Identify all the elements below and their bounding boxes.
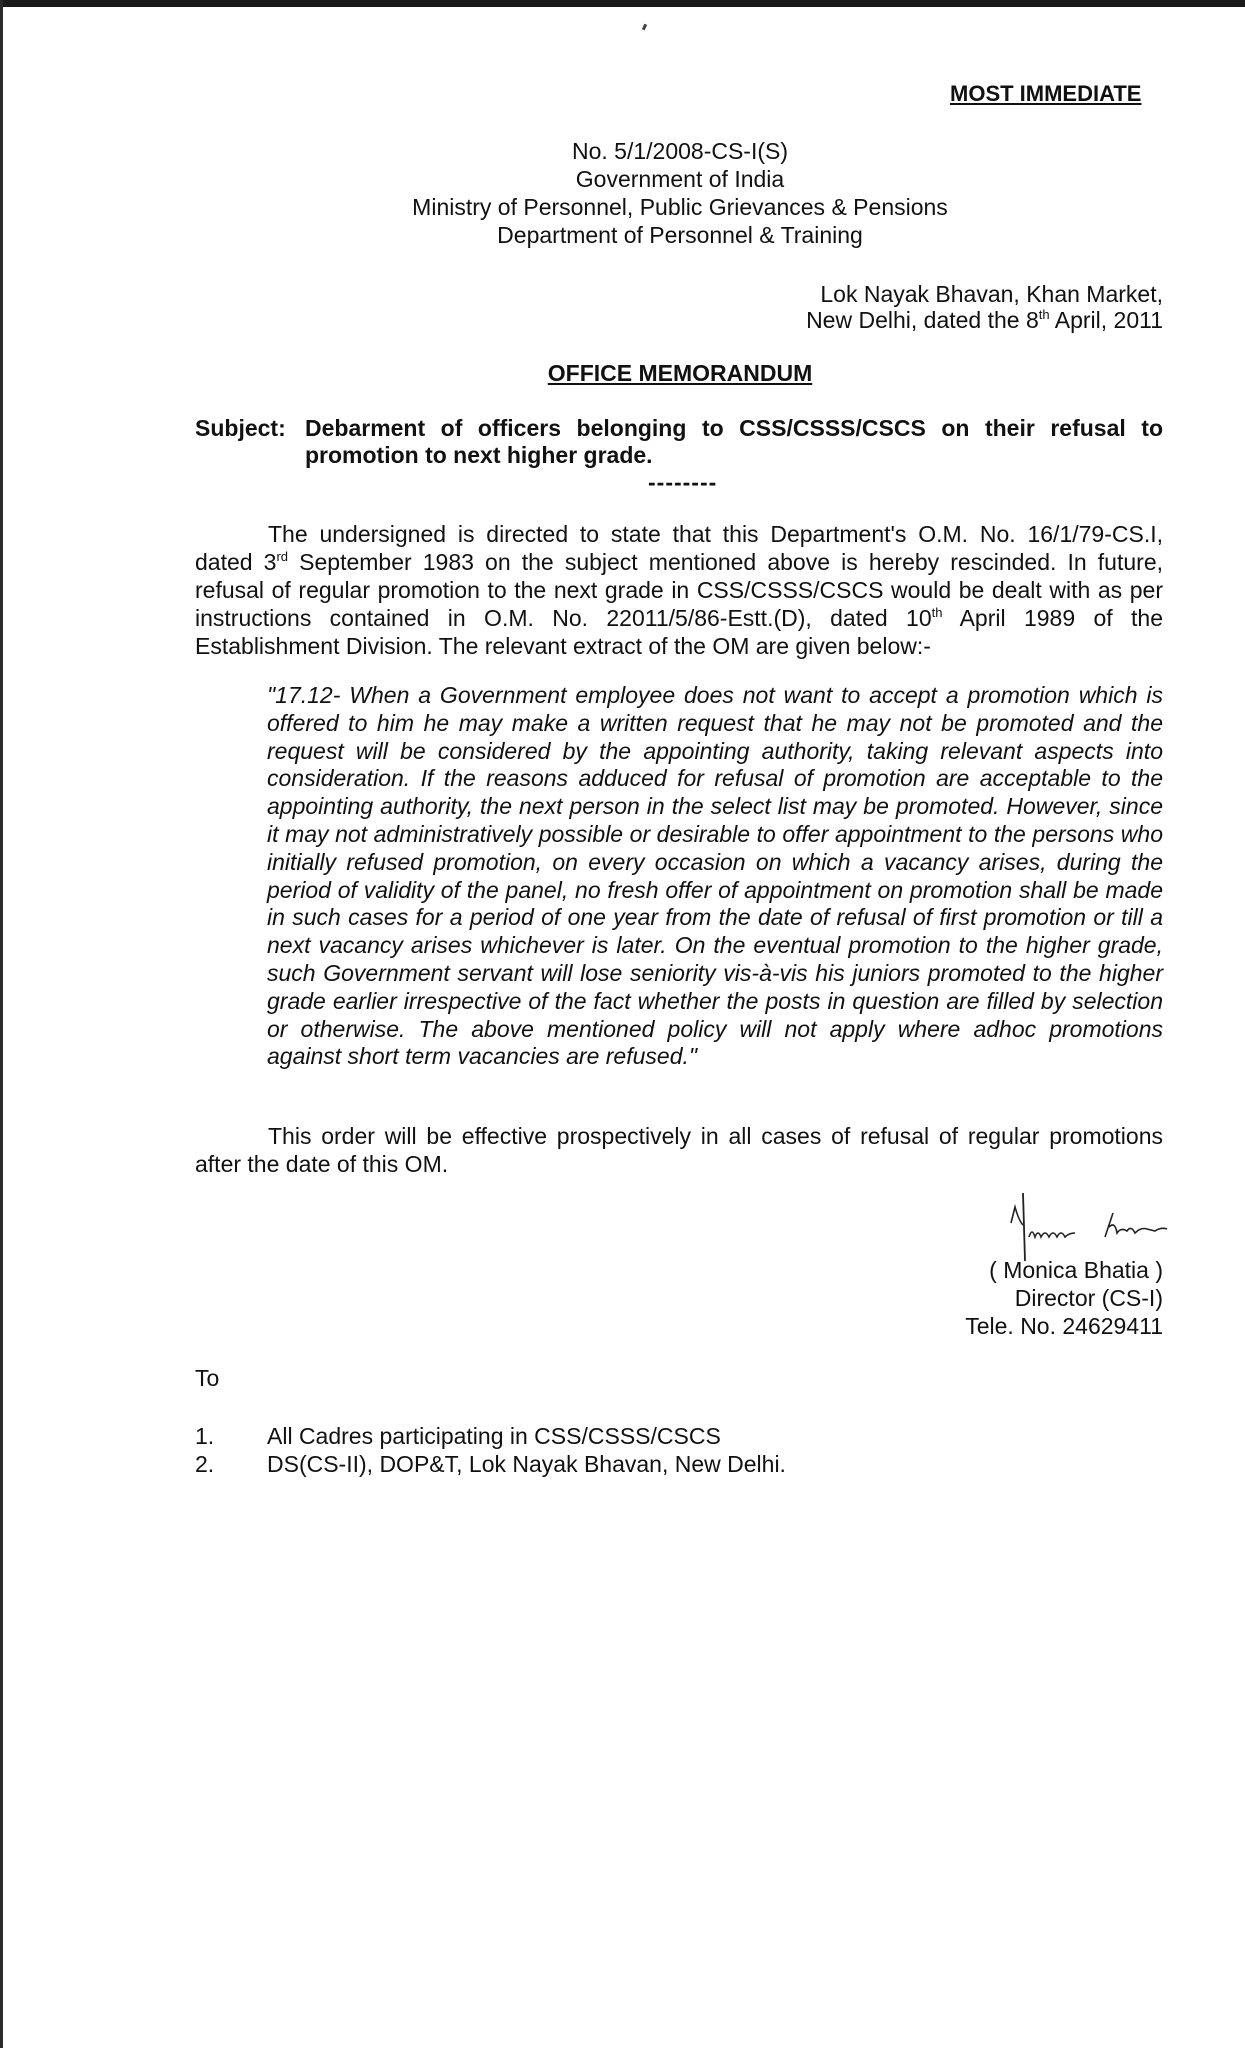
signatory-designation: Director (CS-I) (1014, 1285, 1163, 1311)
ministry-line: Ministry of Personnel, Public Grievances & Pensions (412, 194, 948, 220)
quoted-extract: "17.12- When a Government employee does not want to accept a promotion which is offered to him he may make a written request that he may not be promoted and the request will be considered by the appointing authority, taking relevant aspects into consideration. If the reasons adduced for refusal of promotion are acceptable to the appointing authority, the next person in the select list may be promoted. However, since it may not administratively possible or desirable to offer appointment to the persons who initially refused promotion, on every occasion on which a vacancy arises, during the period of validity of the panel, no fresh offer of appointment on promotion shall be made in such cases for a period of one year from the date of refusal of first promotion or till a next vacancy arises whichever is later. On the eventual promotion to the higher grade, such Government servant will lose seniority vis-à-vis his juniors promoted to the higher grade earlier irrespective of the fact whether the posts in question are filled by selection or otherwise. The above mentioned policy will not apply where adhoc promotions against short term vacancies are refused." (267, 682, 1163, 1070)
list-item-number: 2. (195, 1451, 215, 1477)
date-prefix: New Delhi, dated the (806, 307, 1020, 333)
date-day: 8 (1025, 307, 1039, 333)
distribution-list (195, 1422, 786, 1478)
priority-label: MOST IMMEDIATE (950, 81, 1142, 106)
superscript-th: th (931, 605, 943, 620)
subject-label: Subject: (195, 415, 286, 441)
signature-block (965, 1256, 1163, 1340)
list-item-text: DS(CS-II), DOP&T, Lok Nayak Bhavan, New Delhi. (267, 1451, 786, 1477)
scan-speck (642, 24, 647, 31)
list-item (195, 1450, 786, 1478)
paragraph-1-part-3: April 1989 of the Establishment Division. The relevant extract of the OM are given below:- (195, 605, 1163, 659)
list-item-text: All Cadres participating in CSS/CSSS/CSCS (267, 1423, 721, 1449)
government-line: Government of India (575, 166, 785, 192)
paragraph-1-part-1: The undersigned is directed to state that this Department's O.M. No. 16/1/79-CS.I, dated 3 (195, 521, 1163, 575)
signatory-phone: Tele. No. 24629411 (965, 1313, 1163, 1339)
date-superscript: th (1038, 307, 1050, 322)
superscript-rd: rd (276, 549, 289, 564)
list-item (195, 1422, 786, 1450)
to-label: To (195, 1365, 220, 1391)
date-rest: April, 2011 (1054, 307, 1163, 333)
department-line: Department of Personnel & Training (497, 222, 863, 248)
paragraph-1 (195, 520, 1163, 660)
subject-separator: -------- (648, 469, 718, 495)
subject-line-2: promotion to next higher grade. (305, 442, 653, 468)
address-line: Lok Nayak Bhavan, Khan Market, (820, 281, 1163, 307)
date-line (806, 306, 1163, 334)
signatory-name: ( Monica Bhatia ) (989, 1257, 1163, 1283)
paragraph-2: This order will be effective prospectively in all cases of refusal of regular promotions after the date of this OM. (195, 1123, 1163, 1177)
memo-title: OFFICE MEMORANDUM (547, 360, 813, 386)
paragraph-1-part-2: September 1983 on the subject mentioned above is hereby rescinded. In future, refusal of regular promotion to the next grade in CSS/CSSS/CSCS would be dealt with as per instructions contained in O.M. No. 22011/5/86-Estt.(D), dated 10 (195, 549, 1163, 631)
file-number: No. 5/1/2008-CS-I(S) (571, 138, 789, 164)
list-item-number: 1. (195, 1423, 215, 1449)
subject-line-1: Debarment of officers belonging to CSS/CSSS/CSCS on their refusal to (305, 415, 1163, 441)
